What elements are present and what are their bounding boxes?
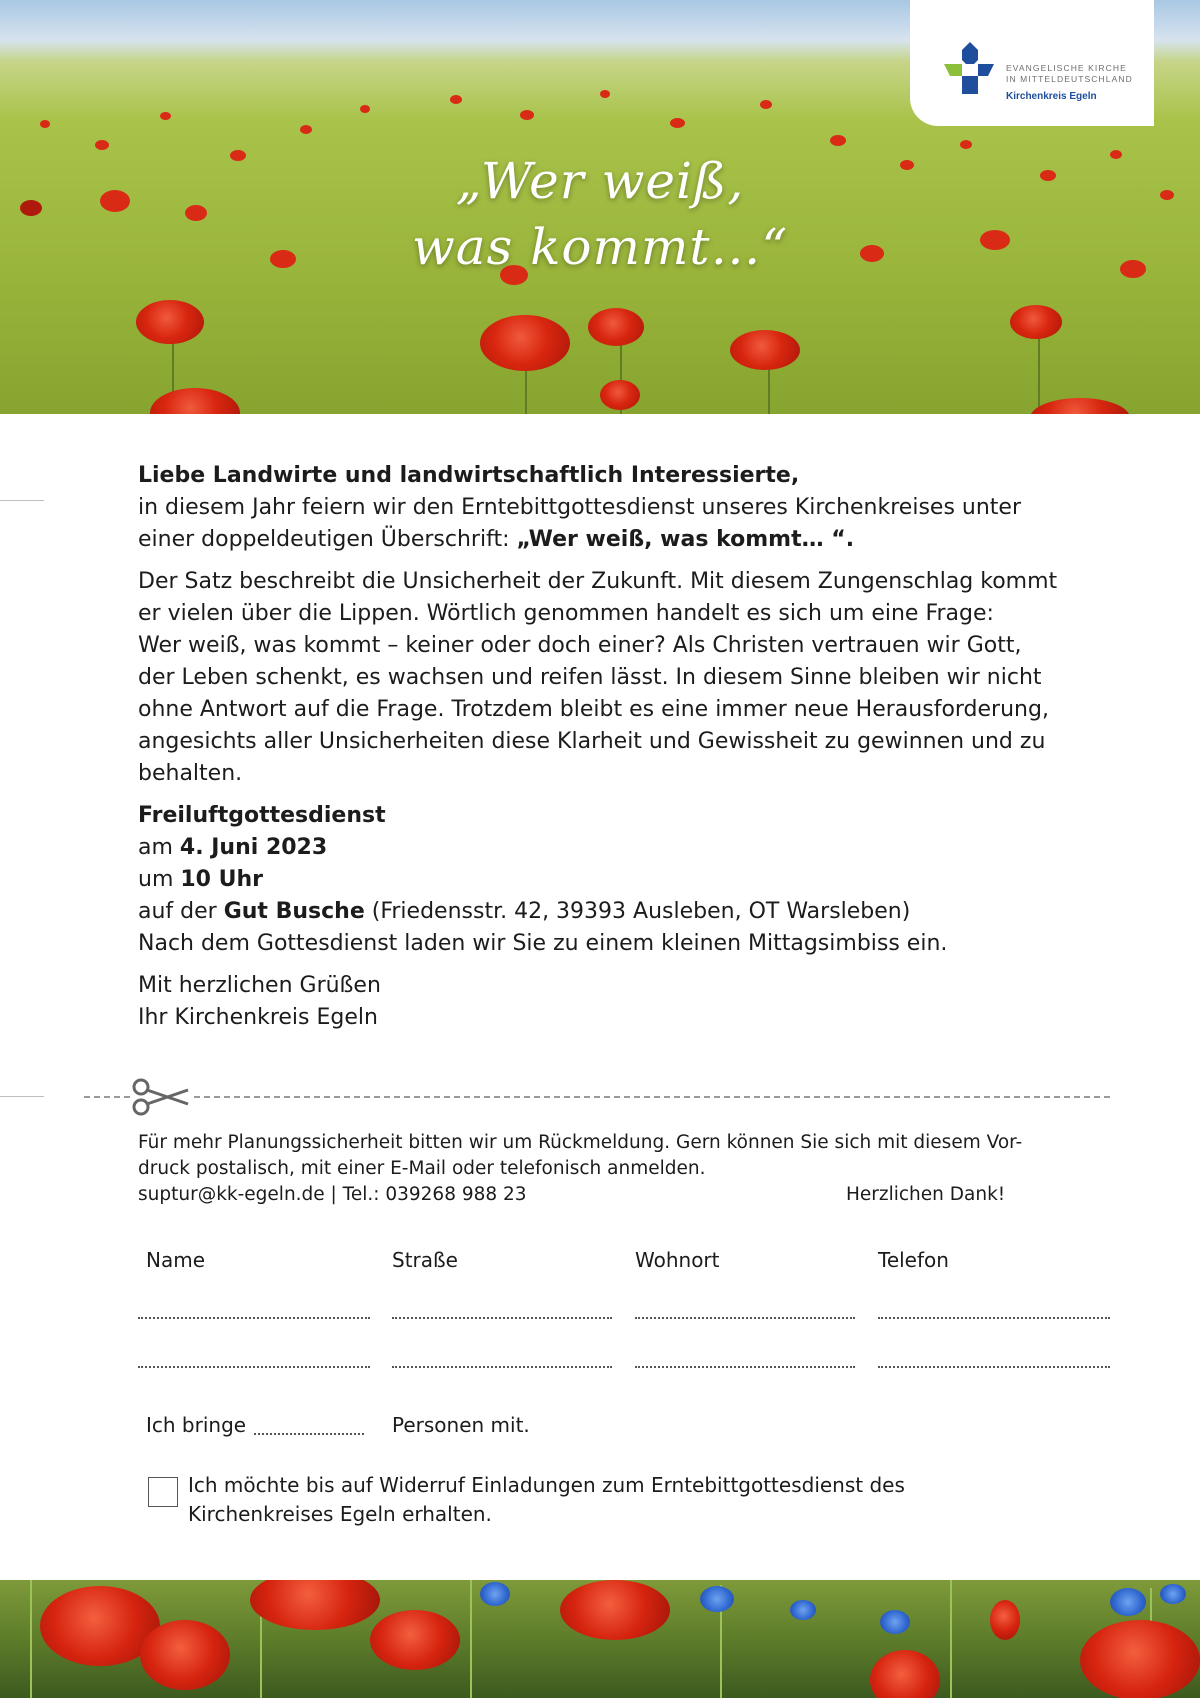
poppy-bloom [990, 1600, 1020, 1640]
poppy-bloom [560, 1580, 670, 1640]
consent-checkbox[interactable] [148, 1477, 178, 1507]
poppy-bloom [150, 388, 240, 414]
poppy [760, 100, 772, 109]
scissors-icon [130, 1078, 190, 1116]
poppy [520, 110, 534, 120]
phone-field[interactable] [878, 1317, 1110, 1319]
poppy-bloom [140, 1620, 230, 1690]
paragraph-line: Der Satz beschreibt die Unsicherheit der Zukunft. Mit diesem Zungenschlag kommt [138, 569, 1058, 594]
poppy-bloom [870, 1650, 940, 1698]
column-header-city: Wohnort [635, 1248, 720, 1272]
persons-count-field[interactable] [254, 1433, 364, 1435]
bring-suffix: Personen mit. [392, 1413, 530, 1437]
place-value: Gut Busche [223, 899, 365, 924]
header-photo [0, 0, 1200, 414]
hero-title-line1: „Wer weiß, [455, 152, 745, 210]
logo-line1: EVANGELISCHE KIRCHE [1006, 63, 1127, 73]
poppy [670, 118, 685, 128]
city-field[interactable] [635, 1366, 855, 1368]
poppy [300, 125, 312, 134]
poppy-bloom [250, 1580, 380, 1630]
poppy-bloom [1080, 1620, 1200, 1698]
event-title: Freiluftgottesdienst [138, 803, 386, 828]
name-field[interactable] [138, 1317, 370, 1319]
logo-line2: IN MITTELDEUTSCHLAND [1006, 74, 1133, 84]
address: (Friedensstr. 42, 39393 Ausleben, OT Warsleben) [364, 899, 911, 924]
paragraph-line: ohne Antwort auf die Frage. Trotzdem bleibt es eine immer neue Herausforderung, [138, 697, 1049, 722]
hero-title [0, 148, 1200, 280]
street-field[interactable] [392, 1317, 612, 1319]
consent-line1: Ich möchte bis auf Widerruf Einladungen zum Erntebittgottesdienst des [188, 1473, 905, 1497]
poppy [360, 105, 370, 113]
paragraph-line: er vielen über die Lippen. Wörtlich genommen handelt es sich um eine Frage: [138, 601, 994, 626]
poppy [450, 95, 462, 104]
event-time: um 10 Uhr [138, 867, 264, 892]
fold-mark [0, 1096, 44, 1097]
poppy-stem [1038, 335, 1040, 414]
form-intro-line1: Für mehr Planungssicherheit bitten wir um Rückmeldung. Gern können Sie sich mit diesem Vor- [138, 1132, 1023, 1153]
consent-text [188, 1471, 948, 1529]
intro-line2-pre: einer doppeldeutigen Überschrift: [138, 527, 517, 552]
paragraph-line: behalten. [138, 761, 243, 786]
poppy [160, 112, 171, 120]
poppy-bloom [1030, 398, 1130, 414]
column-header-phone: Telefon [878, 1248, 949, 1272]
poppy-bloom [588, 308, 644, 346]
paragraph-line: angesichts aller Unsicherheiten diese Klarheit und Gewissheit zu gewinnen und zu [138, 729, 1046, 754]
time-value: 10 Uhr [180, 867, 264, 892]
event-place: auf der Gut Busche (Friedensstr. 42, 39393 Ausleben, OT Warsleben) [138, 899, 911, 924]
column-header-name: Name [146, 1248, 206, 1272]
cornflower [880, 1610, 910, 1634]
poppy-bloom [1010, 305, 1062, 339]
cut-line [84, 1096, 1110, 1098]
cornflower [700, 1586, 734, 1612]
closing-line1: Mit herzlichen Grüßen [138, 973, 381, 998]
paragraph-line: Wer weiß, was kommt – keiner oder doch einer? Als Christen vertrauen wir Gott, [138, 633, 1022, 658]
grass-blade [30, 1580, 32, 1698]
logo-sub: Kirchenkreis Egeln [1006, 91, 1097, 102]
city-field[interactable] [635, 1317, 855, 1319]
letter [138, 460, 1098, 1034]
event-date: am 4. Juni 2023 [138, 835, 328, 860]
salutation: Liebe Landwirte und landwirtschaftlich Interessierte, [138, 463, 800, 488]
fold-mark [0, 500, 44, 501]
poppy-bloom [480, 315, 570, 371]
bring-label: Ich bringe [146, 1413, 247, 1437]
intro-line2 [138, 524, 1098, 556]
contact-info: suptur@kk-egeln.de | Tel.: 039268 988 23 [138, 1184, 527, 1205]
poppy-bloom [136, 300, 204, 344]
column-header-street: Straße [392, 1248, 458, 1272]
cornflower [1110, 1588, 1146, 1616]
poppy [600, 90, 610, 98]
logo-text [1006, 63, 1133, 85]
church-cross-logo-icon [944, 42, 994, 94]
poppy-bloom [370, 1610, 460, 1670]
phone-field[interactable] [878, 1366, 1110, 1368]
footer-photo [0, 1580, 1200, 1698]
poppy [40, 120, 50, 128]
closing-line2: Ihr Kirchenkreis Egeln [138, 1005, 378, 1030]
intro-line1: in diesem Jahr feiern wir den Erntebittgottesdienst unseres Kirchenkreises unter [138, 495, 1021, 520]
thanks-text: Herzlichen Dank! [846, 1184, 1006, 1205]
cornflower [790, 1600, 816, 1620]
cornflower [1160, 1584, 1186, 1604]
lunch-note: Nach dem Gottesdienst laden wir Sie zu einem kleinen Mittagsimbiss ein. [138, 931, 948, 956]
street-field[interactable] [392, 1366, 612, 1368]
poppy-bloom [600, 380, 640, 410]
date-value: 4. Juni 2023 [179, 835, 328, 860]
intro-title: „Wer weiß, was kommt… “. [516, 527, 855, 552]
logo-card [910, 0, 1154, 126]
grass-blade [950, 1580, 952, 1698]
form-intro [138, 1130, 1038, 1208]
form-intro-line2: druck postalisch, mit einer E-Mail oder telefonisch anmelden. [138, 1158, 706, 1179]
grass-blade [470, 1580, 472, 1698]
poppy [830, 135, 846, 146]
consent-line2: Kirchenkreises Egeln erhalten. [188, 1502, 492, 1526]
poppy-bloom [730, 330, 800, 370]
cornflower [480, 1582, 510, 1606]
paragraph-line: der Leben schenkt, es wachsen und reifen lässt. In diesem Sinne bleiben wir nicht [138, 665, 1042, 690]
hero-title-line2: was kommt…“ [411, 218, 789, 276]
name-field[interactable] [138, 1366, 370, 1368]
